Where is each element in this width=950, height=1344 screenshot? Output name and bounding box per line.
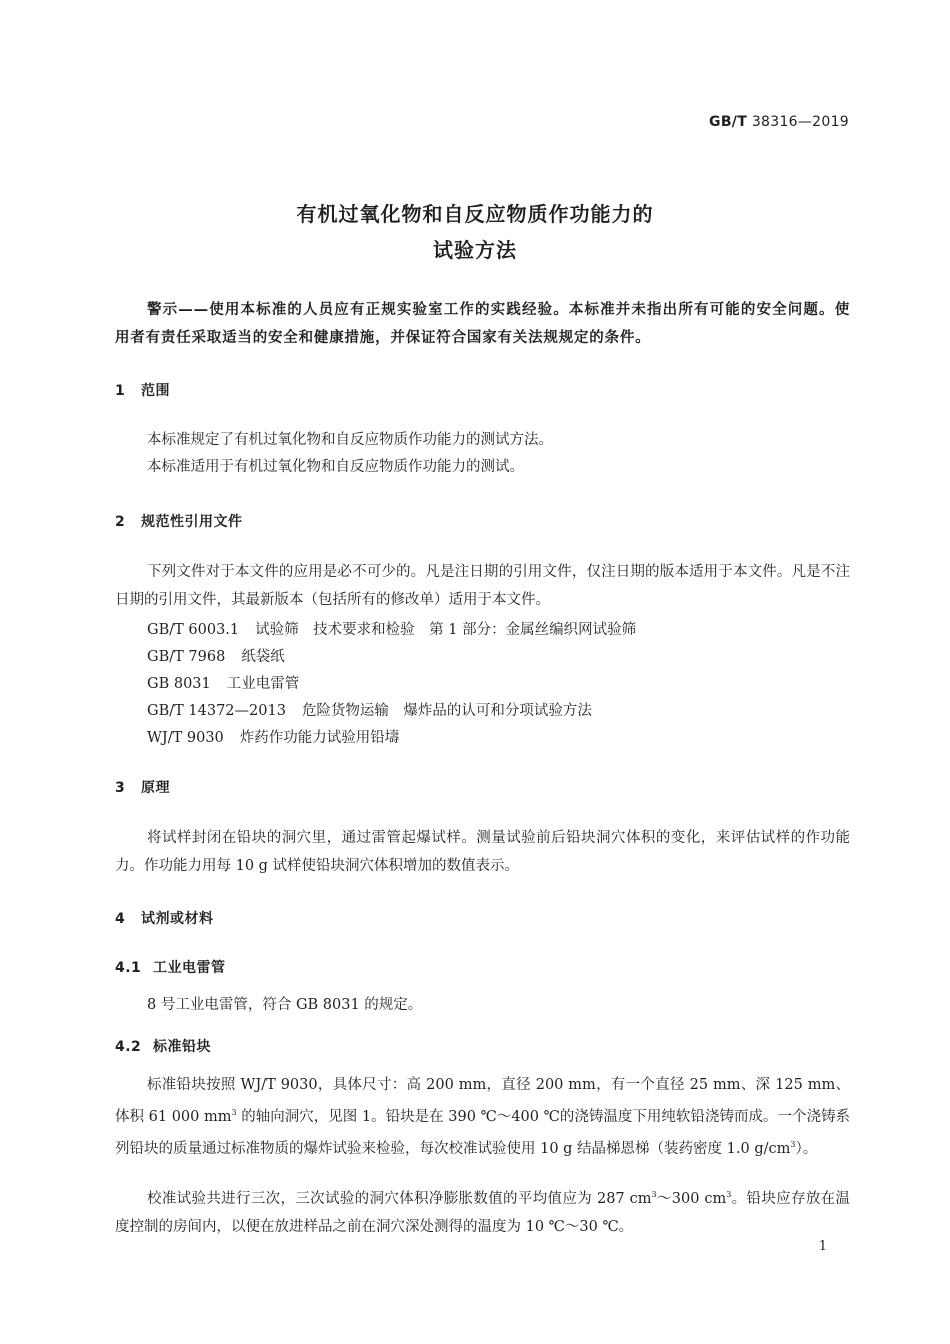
subsection-4-1-heading [115, 957, 226, 977]
subsection-4-2-paragraph-1 [115, 1071, 850, 1163]
text-run: ～300 cm [656, 1191, 727, 1207]
standard-code-prefix: GB/T [709, 114, 748, 130]
section-title: 原理 [141, 780, 170, 796]
reference-title: 工业电雷管 [226, 676, 300, 692]
reference-title: 危险货物运输 爆炸品的认可和分项试验方法 [301, 703, 592, 719]
warning-paragraph: 警示——使用本标准的人员应有正规实验室工作的实践经验。本标准并未指出所有可能的安全问题。使用者有责任采取适当的安全和健康措施，并保证符合国家有关法规规定的条件。 [115, 302, 850, 346]
subsection-title: 工业电雷管 [153, 960, 226, 976]
text-run: 标准铅块按照 WJ/T 9030，具体尺寸：高 200 mm，直径 200 mm，有一个直径 25 mm、深 125 mm、体积 61 000 mm [115, 1077, 850, 1125]
section-title: 范围 [141, 383, 170, 399]
section-number: 3 [115, 780, 126, 796]
reference-title: 炸药作功能力试验用铅壔 [239, 730, 400, 746]
text-run: 。铅块应存放在温度控制的房间内，以便在放进样品之前在洞穴深处测得的温度为 10 ℃～30 ℃。 [115, 1191, 851, 1235]
reference-code: GB 8031 [147, 676, 211, 692]
superscript: 3 [231, 1108, 237, 1117]
text-run: ）。 [795, 1141, 818, 1157]
section-number: 1 [115, 383, 126, 399]
document-title-line2: 试验方法 [433, 238, 517, 262]
section-number: 4 [115, 911, 126, 927]
subsection-number: 4.1 [115, 960, 142, 976]
reference-item [147, 618, 636, 639]
section-number: 2 [115, 514, 126, 530]
section-1-heading [115, 380, 170, 400]
subsection-4-2-heading [115, 1036, 211, 1056]
subsection-title: 标准铅块 [153, 1039, 211, 1055]
section-2-heading [115, 511, 243, 531]
section-title: 规范性引用文件 [141, 514, 243, 530]
text-run: 校准试验共进行三次，三次试验的洞穴体积净膨胀数值的平均值应为 287 cm [147, 1191, 652, 1207]
document-title-line1: 有机过氧化物和自反应物质作功能力的 [296, 202, 654, 226]
reference-code: GB/T 7968 [147, 649, 226, 665]
section-4-heading [115, 908, 214, 928]
reference-code: WJ/T 9030 [147, 730, 224, 746]
section-3-heading [115, 777, 170, 797]
reference-item [147, 645, 285, 666]
superscript: 3 [651, 1190, 657, 1199]
reference-item [147, 672, 299, 693]
superscript: 3 [790, 1140, 796, 1149]
reference-item [147, 699, 592, 720]
subsection-number: 4.2 [115, 1039, 142, 1055]
text-run: 的轴向洞穴，见图 1。铅块是在 390 ℃～400 ℃的浇铸温度下用纯软铅浇铸而成。一个浇铸系列铅块的质量通过标准物质的爆炸试验来检验，每次校准试验使用 10 g 结晶梯恩梯（装药密度 1.0 g/cm [115, 1109, 851, 1157]
section-1-paragraph-2: 本标准适用于有机过氧化物和自反应物质作功能力的测试。 [147, 459, 524, 475]
standard-code [709, 114, 849, 130]
section-title: 试剂或材料 [141, 911, 214, 927]
superscript: 3 [726, 1190, 732, 1199]
section-1-paragraph-1: 本标准规定了有机过氧化物和自反应物质作功能力的测试方法。 [147, 432, 553, 448]
page-number: 1 [818, 1239, 827, 1254]
section-2-intro: 下列文件对于本文件的应用是必不可少的。凡是注日期的引用文件，仅注日期的版本适用于本文件。凡是不注日期的引用文件，其最新版本（包括所有的修改单）适用于本文件。 [115, 564, 850, 608]
reference-code: GB/T 14372—2013 [147, 703, 286, 719]
subsection-4-1-paragraph: 8 号工业电雷管，符合 GB 8031 的规定。 [147, 997, 423, 1013]
standard-code-number: 38316—2019 [751, 114, 849, 130]
subsection-4-2-paragraph-2 [115, 1181, 850, 1241]
reference-title: 纸袋纸 [241, 649, 285, 665]
reference-item [147, 726, 399, 747]
reference-code: GB/T 6003.1 [147, 622, 240, 638]
reference-title: 试验筛 技术要求和检验 第 1 部分：金属丝编织网试验筛 [255, 622, 637, 638]
section-3-paragraph: 将试样封闭在铅块的洞穴里，通过雷管起爆试样。测量试验前后铅块洞穴体积的变化，来评估试样的作功能力。作功能力用每 10 g 试样使铅块洞穴体积增加的数值表示。 [115, 830, 850, 874]
